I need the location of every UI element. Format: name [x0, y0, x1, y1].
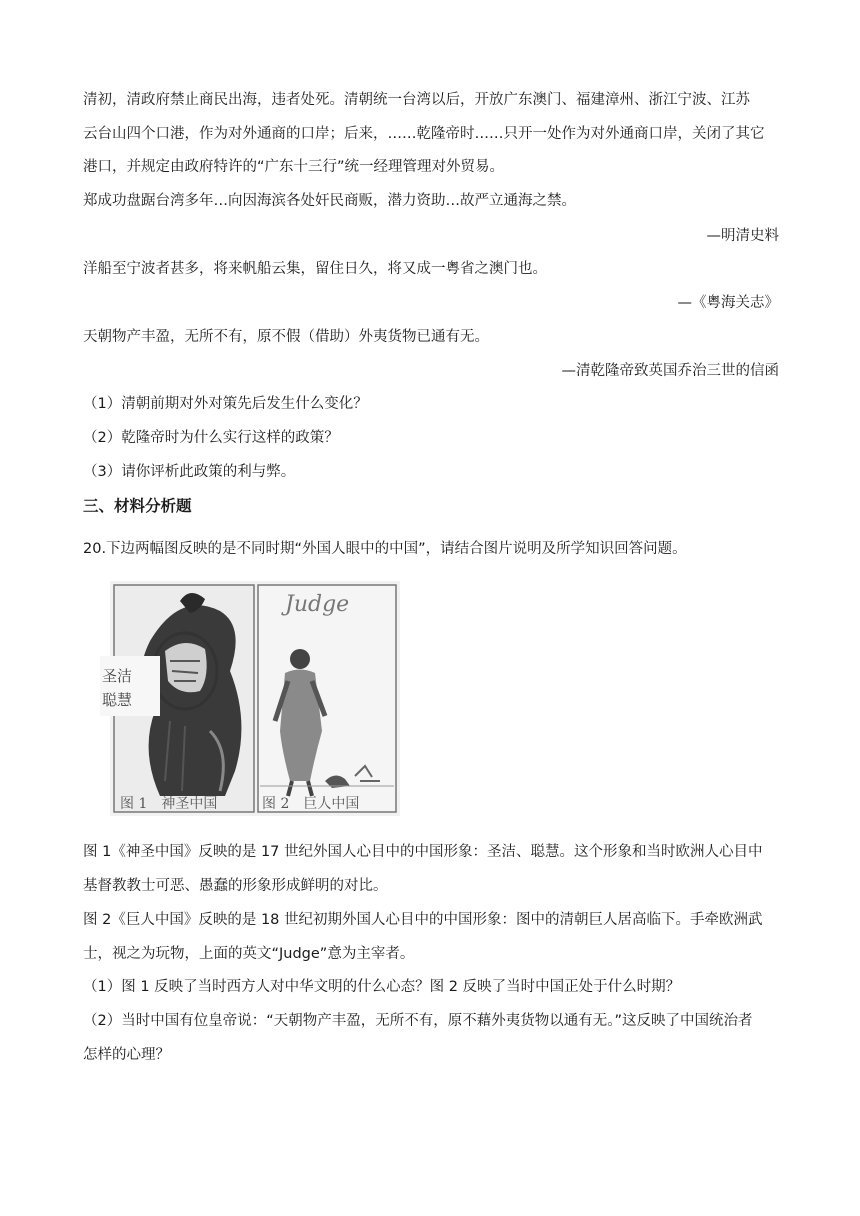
- illustration-svg: [102, 581, 400, 816]
- question-item: 怎样的心理？: [83, 1047, 170, 1063]
- question-stem: 20.下边两幅图反映的是不同时期“外国人眼中的中国”，请结合图片说明及所学知识回答问题。: [83, 541, 687, 557]
- material-source: —清乾隆帝致英国乔治三世的信函: [561, 363, 779, 379]
- question-item: （3）请你评析此政策的利与弊。: [83, 464, 296, 480]
- question-item: （2）乾隆帝时为什么实行这样的政策？: [83, 430, 339, 446]
- section-title: 三、材料分析题: [83, 497, 192, 515]
- description-line: 基督教教士可恶、愚蠢的形象形成鲜明的对比。: [83, 878, 388, 894]
- figure-1-caption: 图 1 神圣中国: [120, 796, 218, 812]
- figure-1-label: 圣洁: [102, 667, 133, 685]
- description-line: 图 2《巨人中国》反映的是 18 世纪初期外国人心目中的中国形象：图中的清朝巨人居高临下。手牵欧洲武: [83, 912, 763, 928]
- material-paragraph-line: 港口，并规定由政府特许的“广东十三行”统一经理管理对外贸易。: [83, 159, 505, 175]
- figure-2-panel: [258, 585, 396, 812]
- material-source: —明清史料: [706, 228, 779, 244]
- question-item: （2）当时中国有位皇帝说：“天朝物产丰盈，无所不有，原不藉外夷货物以通有无。”这反映了中国统治者: [83, 1013, 753, 1029]
- question-item: （1）清朝前期对外对策先后发生什么变化？: [83, 396, 368, 412]
- material-paragraph-line: 清初，清政府禁止商民出海，违者处死。清朝统一台湾以后，开放广东澳门、福建漳州、浙江宁波、江苏: [83, 92, 750, 108]
- material-quote: 郑成功盘踞台湾多年…向因海滨各处奸民商贩，潜力资助…故严立通海之禁。: [83, 193, 576, 209]
- figure-1-label: 聪慧: [102, 691, 133, 709]
- description-line: 士，视之为玩物，上面的英文“Judge”意为主宰者。: [83, 946, 415, 962]
- material-quote: 洋船至宁波者甚多，将来帆船云集，留住日久，将又成一粤省之澳门也。: [83, 261, 547, 277]
- historical-illustrations: [102, 581, 400, 816]
- description-line: 图 1《神圣中国》反映的是 17 世纪外国人心目中的中国形象：圣洁、聪慧。这个形象和当时欧洲人心目中: [83, 844, 763, 860]
- material-quote: 天朝物产丰盈，无所不有，原不假（借助）外夷货物已通有无。: [83, 329, 489, 345]
- material-paragraph-line: 云台山四个口港，作为对外通商的口岸；后来，……乾隆帝时……只开一处作为对外通商口岸，关闭了其它: [83, 126, 765, 142]
- figure-2-title: Judge: [285, 592, 350, 617]
- figure-2-caption: 图 2 巨人中国: [262, 796, 360, 812]
- question-item: （1）图 1 反映了当时西方人对中华文明的什么心态？图 2 反映了当时中国正处于什么时期？: [83, 979, 681, 995]
- material-source: —《粤海关志》: [677, 295, 779, 311]
